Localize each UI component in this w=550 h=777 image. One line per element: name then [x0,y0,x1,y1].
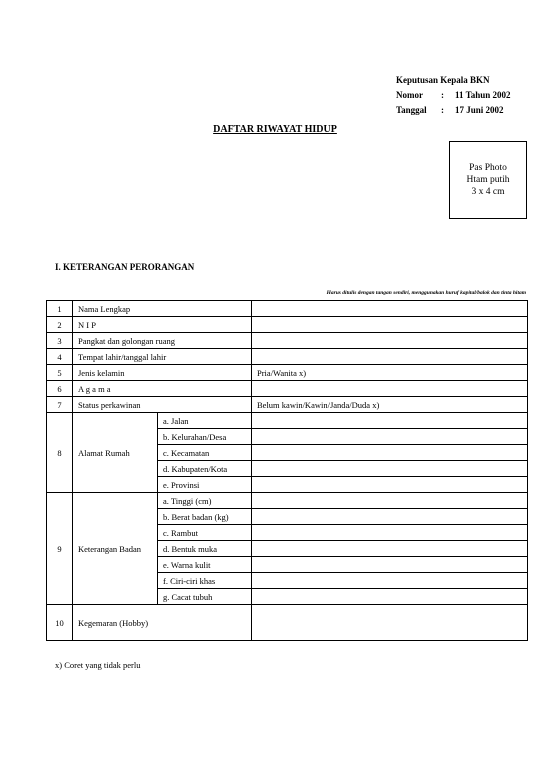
table-row [47,365,528,381]
nomor-label: Nomor [396,90,423,100]
biodata-table [46,300,528,641]
photo-box [449,141,527,219]
row-label: Jenis kelamin [73,365,252,381]
row-number: 7 [47,397,73,413]
fill-field[interactable] [252,413,528,429]
row-label: Tempat lahir/tanggal lahir [73,349,252,365]
table-row [47,333,528,349]
row-label: Alamat Rumah [73,413,158,493]
decree-label: Keputusan Kepala BKN [396,75,490,85]
fill-field-jenis-kelamin[interactable]: Pria/Wanita x) [252,365,528,381]
fill-field[interactable] [252,509,528,525]
sub-label: c. Kecamatan [158,445,252,461]
row-number: 2 [47,317,73,333]
section-title: I. KETERANGAN PERORANGAN [55,262,195,272]
photo-line-1: Pas Photo [469,163,507,173]
sub-label: b. Kelurahan/Desa [158,429,252,445]
tanggal-colon: : [441,105,444,115]
fill-field[interactable] [252,573,528,589]
row-label: Keterangan Badan [73,493,158,605]
row-label: Nama Lengkap [73,301,252,317]
sub-label: g. Cacat tubuh [158,589,252,605]
fill-field[interactable] [252,589,528,605]
sub-label: d. Kabupaten/Kota [158,461,252,477]
fill-field-nip[interactable] [252,317,528,333]
row-label: Pangkat dan golongan ruang [73,333,252,349]
row-label: Status perkawinan [73,397,252,413]
row-number: 8 [47,413,73,493]
fill-field[interactable] [252,477,528,493]
sub-label: e. Provinsi [158,477,252,493]
table-row [47,605,528,641]
row-number: 4 [47,349,73,365]
fill-field-agama[interactable] [252,381,528,397]
nomor-colon: : [441,90,444,100]
nomor-value: 11 Tahun 2002 [455,90,511,100]
row-number: 9 [47,493,73,605]
row-number: 1 [47,301,73,317]
sub-label: d. Bentuk muka [158,541,252,557]
table-row [47,413,528,429]
tanggal-value: 17 Juni 2002 [455,105,504,115]
table-row [47,349,528,365]
row-number: 10 [47,605,73,641]
table-row [47,301,528,317]
sub-label: b. Berat badan (kg) [158,509,252,525]
fill-field[interactable] [252,429,528,445]
fill-field-hobby[interactable] [252,605,528,641]
sub-label: c. Rambut [158,525,252,541]
fill-field-status[interactable]: Belum kawin/Kawin/Janda/Duda x) [252,397,528,413]
row-number: 6 [47,381,73,397]
row-number: 5 [47,365,73,381]
page-title: DAFTAR RIWAYAT HIDUP [213,124,337,135]
table-row [47,493,528,509]
tanggal-label: Tanggal [396,105,427,115]
row-label: Kegemaran (Hobby) [73,605,252,641]
sub-label: f. Ciri-ciri khas [158,573,252,589]
sub-label: e. Warna kulit [158,557,252,573]
row-label: N I P [73,317,252,333]
table-row [47,397,528,413]
footnote: x) Coret yang tidak perlu [55,660,141,670]
table-row [47,317,528,333]
photo-line-3: 3 x 4 cm [471,187,505,197]
row-number: 3 [47,333,73,349]
fill-field[interactable] [252,445,528,461]
sub-label: a. Tinggi (cm) [158,493,252,509]
fill-field-tempat-lahir[interactable] [252,349,528,365]
fill-field-pangkat[interactable] [252,333,528,349]
instruction-note: Harus ditulis dengan tangan sendiri, menggunakan huruf kapital/balok dan tinta hitam [326,290,526,296]
fill-field[interactable] [252,557,528,573]
photo-line-2: Htam putih [466,175,510,185]
fill-field-nama[interactable] [252,301,528,317]
sub-label: a. Jalan [158,413,252,429]
fill-field[interactable] [252,493,528,509]
fill-field[interactable] [252,541,528,557]
fill-field[interactable] [252,525,528,541]
row-label: A g a m a [73,381,252,397]
fill-field[interactable] [252,461,528,477]
table-row [47,381,528,397]
